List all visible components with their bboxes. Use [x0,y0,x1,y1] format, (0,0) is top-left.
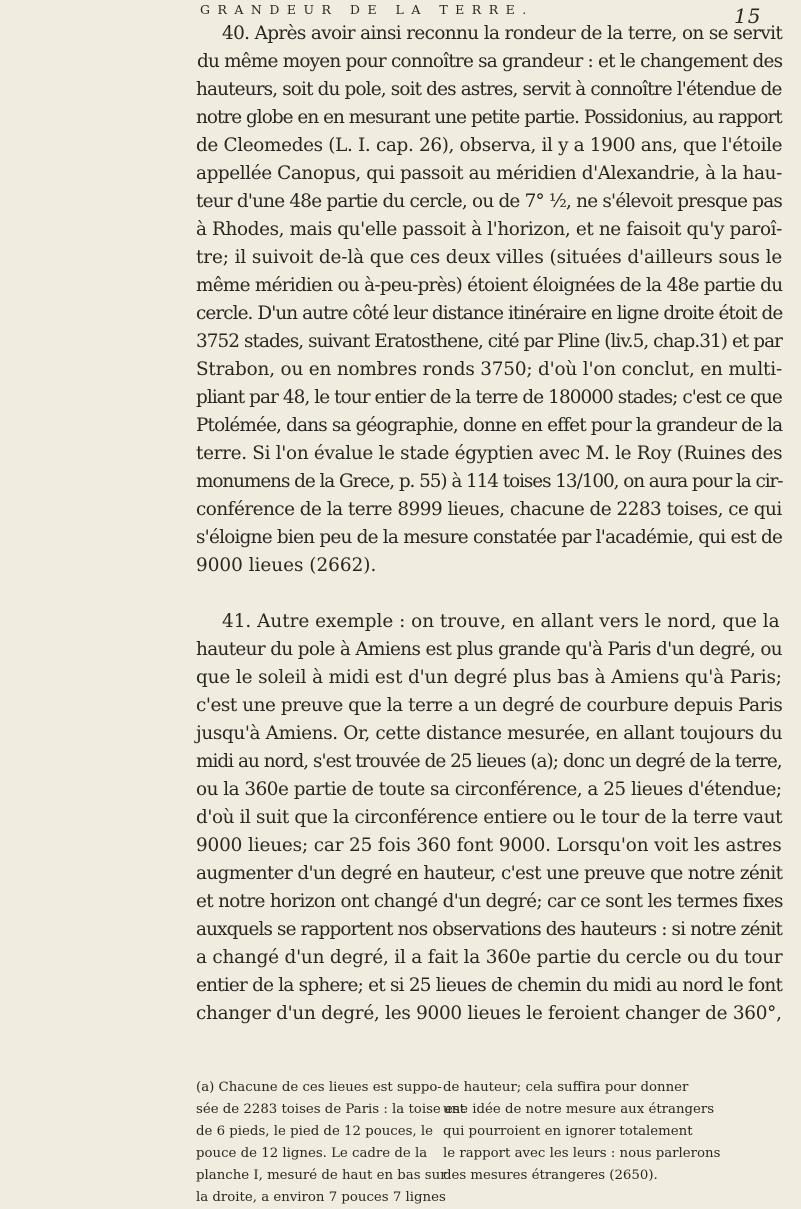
footnote-line: qui pourroient en ignorer totalement [443,1124,693,1139]
text-line: conférence de la terre 8999 lieues, chacune de 2283 toises, ce qui [196,499,782,520]
text-line: midi au nord, s'est trouvée de 25 lieues (a); donc un degré de la terre, [196,751,782,772]
text-line: hauteurs, soit du pole, soit des astres, servit à connoître l'étendue de [196,79,782,100]
text-line: jusqu'à Amiens. Or, cette distance mesurée, en allant toujours du [196,723,783,744]
footnote-line: pouce de 12 lignes. Le cadre de la [196,1146,428,1161]
text-line: de Cleomedes (L. I. cap. 26), observa, il y a 1900 ans, que l'étoile [196,135,783,156]
text-line: tre; il suivoit de-là que ces deux villes (situées d'ailleurs sous le [196,247,783,268]
footnote-line: le rapport avec les leurs : nous parlerons [443,1146,721,1161]
text-line: changer d'un degré, les 9000 lieues le feroient changer de 360°, [196,1003,782,1024]
text-line: s'éloigne bien peu de la mesure constatée par l'académie, qui est de [196,527,783,548]
footnote-line: de 6 pieds, le pied de 12 pouces, le [196,1124,433,1139]
text-line: entier de la sphere; et si 25 lieues de chemin du midi au nord le font [196,975,783,996]
text-line: 41. Autre exemple : on trouve, en allant vers le nord, que la [222,611,780,632]
text-line: à Rhodes, mais qu'elle passoit à l'horizon, et ne faisoit qu'y paroî- [196,219,782,240]
footnote-line: sée de 2283 toises de Paris : la toise est [196,1102,466,1117]
footnote-line: (a) Chacune de ces lieues est suppo- [196,1080,442,1095]
text-line: pliant par 48, le tour entier de la terre de 180000 stades; c'est ce que [196,387,782,408]
page-number: 15 [734,4,762,28]
text-line: notre globe en en mesurant une petite partie. Possidonius, au rapport [196,107,782,128]
text-line: terre. Si l'on évalue le stade égyptien avec M. le Roy (Ruines des [196,443,783,464]
text-line: 9000 lieues; car 25 fois 360 font 9000. Lorsqu'on voit les astres [196,835,782,856]
footnote-line: planche I, mesuré de haut en bas sur [196,1168,447,1183]
text-line: que le soleil à midi est d'un degré plus bas à Amiens qu'à Paris; [196,667,782,688]
footnote-line: une idée de notre mesure aux étrangers [443,1102,715,1117]
text-line: cercle. D'un autre côté leur distance itinéraire en ligne droite étoit de [196,303,783,324]
text-line: du même moyen pour connoître sa grandeur : et le changement des [197,51,783,72]
text-line: d'où il suit que la circonférence entiere ou le tour de la terre vaut [196,807,783,828]
running-head: GRANDEUR DE LA TERRE. [200,2,534,17]
text-line: monumens de la Grece, p. 55) à 114 toises 13/100, on aura pour la cir- [196,471,783,492]
text-line: ou la 360e partie de toute sa circonférence, a 25 lieues d'étendue; [196,779,782,800]
text-line: c'est une preuve que la terre a un degré de courbure depuis Paris [196,695,783,716]
text-line: teur d'une 48e partie du cercle, ou de 7° ½, ne s'élevoit presque pas [196,191,783,212]
text-line: auxquels se rapportent nos observations des hauteurs : si notre zénit [196,919,783,940]
text-line: augmenter d'un degré en hauteur, c'est une preuve que notre zénit [196,863,783,884]
text-line: 3752 stades, suivant Eratosthene, cité par Pline (liv.5, chap.31) et par [196,331,783,352]
text-line: 9000 lieues (2662). [196,555,377,576]
text-line: et notre horizon ont changé d'un degré; car ce sont les termes fixes [196,891,783,912]
text-line: même méridien ou à-peu-près) étoient éloignées de la 48e partie du [196,275,783,296]
footnote-line: des mesures étrangeres (2650). [443,1168,658,1183]
text-line: Ptolémée, dans sa géographie, donne en effet pour la grandeur de la [196,415,783,436]
text-line: hauteur du pole à Amiens est plus grande qu'à Paris d'un degré, ou [196,639,782,660]
footnote-line: la droite, a environ 7 pouces 7 lignes [196,1190,446,1205]
footnote-line: de hauteur; cela suffira pour donner [443,1080,689,1095]
text-line: Strabon, ou en nombres ronds 3750; d'où l'on conclut, en multi- [196,359,782,380]
text-line: 40. Après avoir ainsi reconnu la rondeur de la terre, on se servit [222,23,783,44]
text-line: appellée Canopus, qui passoit au méridien d'Alexandrie, à la hau- [196,163,782,184]
text-line: a changé d'un degré, il a fait la 360e partie du cercle ou du tour [196,947,783,968]
